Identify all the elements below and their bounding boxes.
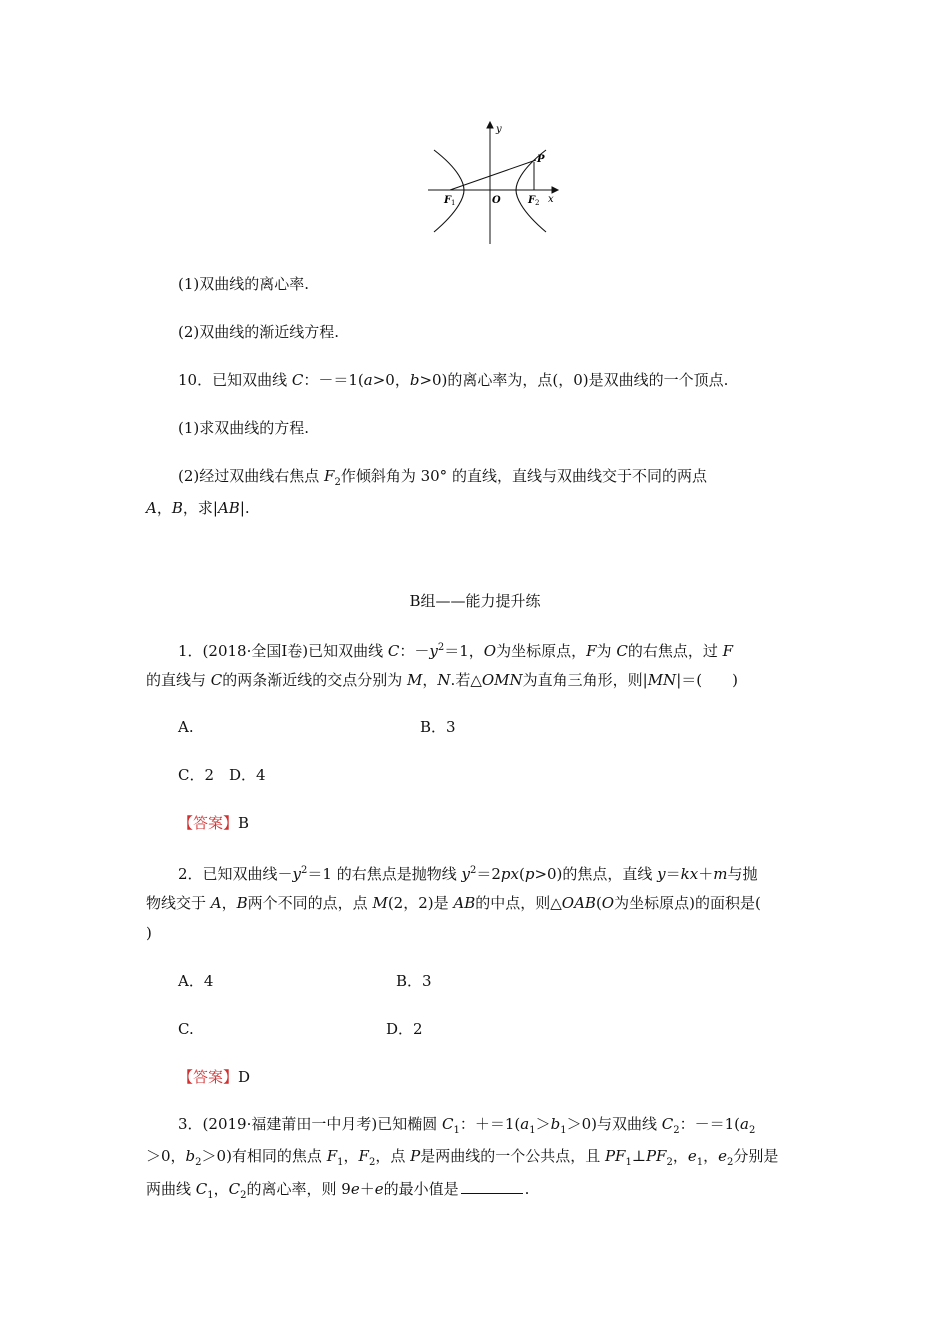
y-axis-arrow	[487, 122, 493, 128]
label-p: P	[537, 154, 545, 165]
b2-stem-line1: 2．已知双曲线$-y^2=1$ 的右焦点是抛物线 $y^2=2px(p>0)$的焦点，直线 y＝kx＋m与抛	[178, 865, 758, 883]
answer-tag: 【答案】	[178, 814, 239, 832]
b3-stem-line1: 3．(2019·福建莆田一中月考)已知椭圆 $C_1$：$+=1(a_1>b_1>0)$与双曲线 $C_2$：$-=1(a_2$	[178, 1115, 756, 1136]
b1-option-a: A.	[178, 718, 194, 736]
b2-option-c: C.	[178, 1020, 194, 1038]
b1-stem-line1: 1．(2018·全国Ⅰ卷)已知双曲线 C：$-y^2=1$，O为坐标原点，F为 C的右焦点，过 F	[178, 642, 734, 660]
b1-answer: 【答案】B	[178, 814, 250, 832]
label-f2-sub: 2	[535, 199, 540, 207]
label-x: x	[548, 194, 554, 205]
label-f2: F	[528, 195, 536, 206]
b1-option-b: B．3	[420, 718, 456, 736]
q10-part2-line2: A，B，求|AB|.	[146, 499, 250, 517]
b3-stem-line3: 两曲线 $C_1$，$C_2$的离心率，则 9e＋e的最小值是 .	[146, 1177, 529, 1207]
b2-answer: 【答案】D	[178, 1068, 251, 1086]
hyperbola-left-branch	[434, 150, 464, 232]
b2-option-d: D．2	[386, 1020, 423, 1038]
answer-blank[interactable]	[461, 1177, 523, 1194]
answer-tag: 【答案】	[178, 1068, 239, 1086]
q10-stem: 10．已知双曲线 C：－＝1(a>0，b>0)的离心率为，点(，0)是双曲线的一个顶点.	[178, 371, 729, 389]
b1-stem-line2: 的直线与 C的两条渐近线的交点分别为 M，N.若△OMN为直角三角形，则|MN|＝( )	[146, 671, 738, 689]
label-f1: F	[444, 195, 452, 206]
b2-stem-line3: )	[146, 924, 152, 942]
q10-part2-line1: (2)经过双曲线右焦点 $F_2$作倾斜角为 30° 的直线，直线与双曲线交于不同的两点	[178, 467, 707, 488]
hyperbola-figure	[420, 118, 570, 248]
b2-stem-line2: 物线交于 A，B两个不同的点，点 M(2，2)是 AB的中点，则△OAB(O为坐标原点)的面积是(	[146, 894, 761, 912]
label-f1-sub: 1	[451, 199, 456, 207]
label-o: O	[492, 195, 501, 206]
b1-option-cd: C．2 D．4	[178, 766, 266, 784]
q10-part1: (1)求双曲线的方程.	[178, 419, 310, 437]
b2-option-a: A．4	[178, 972, 214, 990]
b3-stem-line2: ＞0，$b_2>0$)有相同的焦点 $F_1$，$F_2$，点 P是两曲线的一个公共点，且 $PF_1\perp PF_2$，$e_1$，$e_2$分别是	[146, 1147, 779, 1168]
b2-option-b: B．3	[396, 972, 432, 990]
label-y: y	[496, 124, 502, 135]
group-b-title: B组——能力提升练	[409, 592, 541, 610]
x-axis-arrow	[552, 187, 558, 193]
q9-part1: (1)双曲线的离心率.	[178, 275, 310, 293]
segment-f1-p	[450, 160, 536, 190]
q9-part2: (2)双曲线的渐近线方程.	[178, 323, 340, 341]
